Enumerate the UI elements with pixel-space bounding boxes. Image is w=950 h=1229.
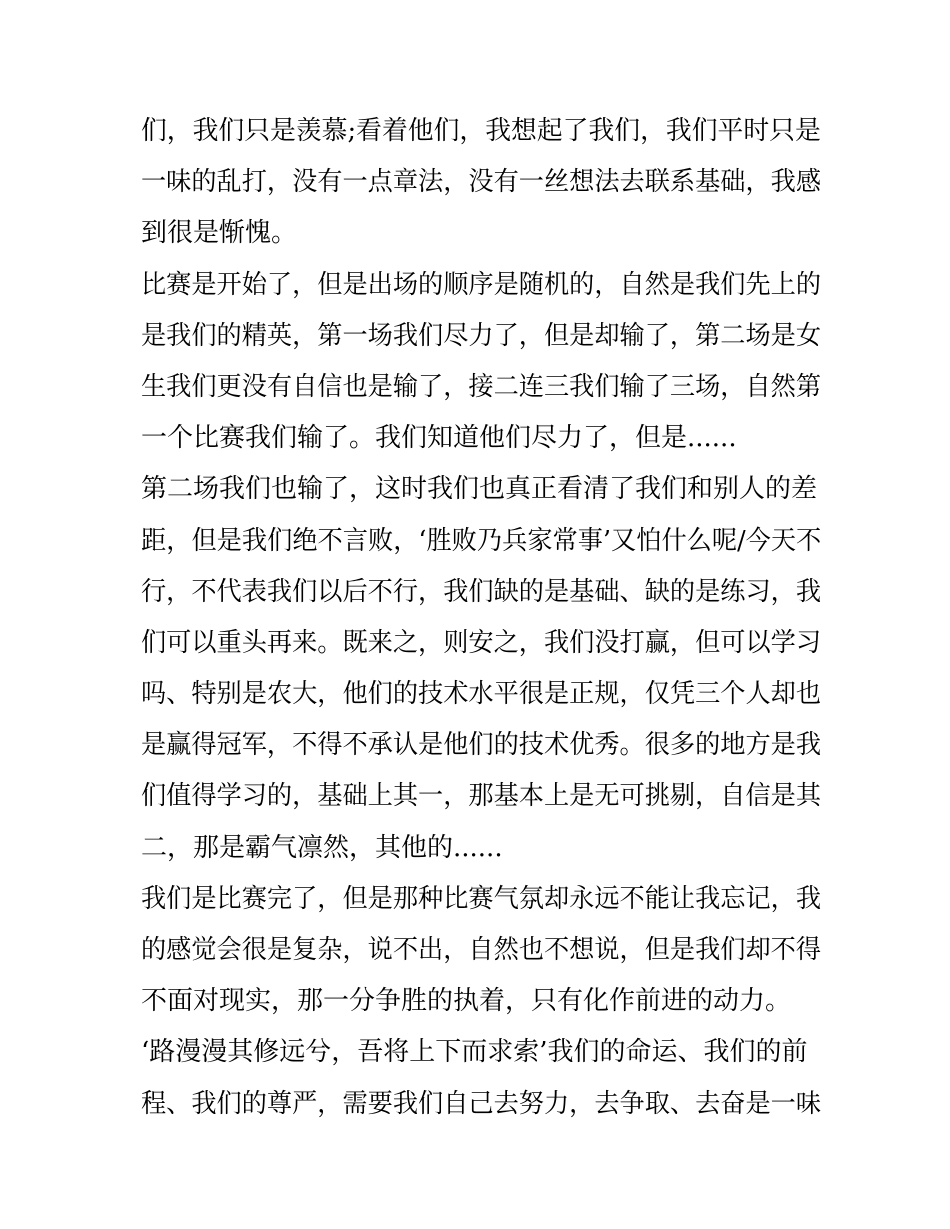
text-line-16: 我们是比赛完了，但是那种比赛气氛却永远不能让我忘记，我 xyxy=(141,883,822,914)
text-line-11: 们可以重头再来。既来之，则安之，我们没打赢，但可以学习 xyxy=(141,627,822,658)
text-line-8: 第二场我们也输了，这时我们也真正看清了我们和别人的差 xyxy=(141,474,818,505)
text-line-20: 程、我们的尊严，需要我们自己去努力，去争取、去奋是一味 xyxy=(141,1088,822,1119)
text-line-7: 一个比赛我们输了。我们知道他们尽力了，但是...... xyxy=(141,423,737,454)
text-line-12: 吗、特别是农大，他们的技术水平很是正规，仅凭三个人却也 xyxy=(141,679,822,710)
text-line-17: 的感觉会很是复杂，说不出，自然也不想说，但是我们却不得 xyxy=(141,935,822,965)
text-line-9: 距，但是我们绝不言败，‘胜败乃兵家常事’又怕什么呢/今天不 xyxy=(141,525,822,556)
text-line-4: 比赛是开始了，但是出场的顺序是随机的，自然是我们先上的 xyxy=(141,269,822,300)
text-line-2: 一味的乱打，没有一点章法，没有一丝想法去联系基础，我感 xyxy=(141,167,822,198)
text-line-18: 不面对现实，那一分争胜的执着，只有化作前进的动力。 xyxy=(141,986,792,1017)
text-line-6: 生我们更没有自信也是输了，接二连三我们输了三场，自然第 xyxy=(141,371,822,402)
text-line-3: 到很是惭愧。 xyxy=(141,218,298,249)
text-line-15: 二，那是霸气凛然，其他的...... xyxy=(141,832,503,863)
text-line-10: 行，不代表我们以后不行，我们缺的是基础、缺的是练习，我 xyxy=(141,576,822,607)
document-body xyxy=(141,106,821,1130)
text-line-1: 们，我们只是羡慕;看着他们，我想起了我们，我们平时只是 xyxy=(141,116,821,146)
text-line-13: 是赢得冠军，不得不承认是他们的技术优秀。很多的地方是我 xyxy=(141,730,822,761)
text-line-14: 们值得学习的，基础上其一，那基本上是无可挑剔，自信是其 xyxy=(141,781,822,812)
text-line-19: ‘路漫漫其修远兮，吾将上下而求索’我们的命运、我们的前 xyxy=(141,1037,808,1068)
text-line-5: 是我们的精英，第一场我们尽力了，但是却输了，第二场是女 xyxy=(141,320,822,351)
